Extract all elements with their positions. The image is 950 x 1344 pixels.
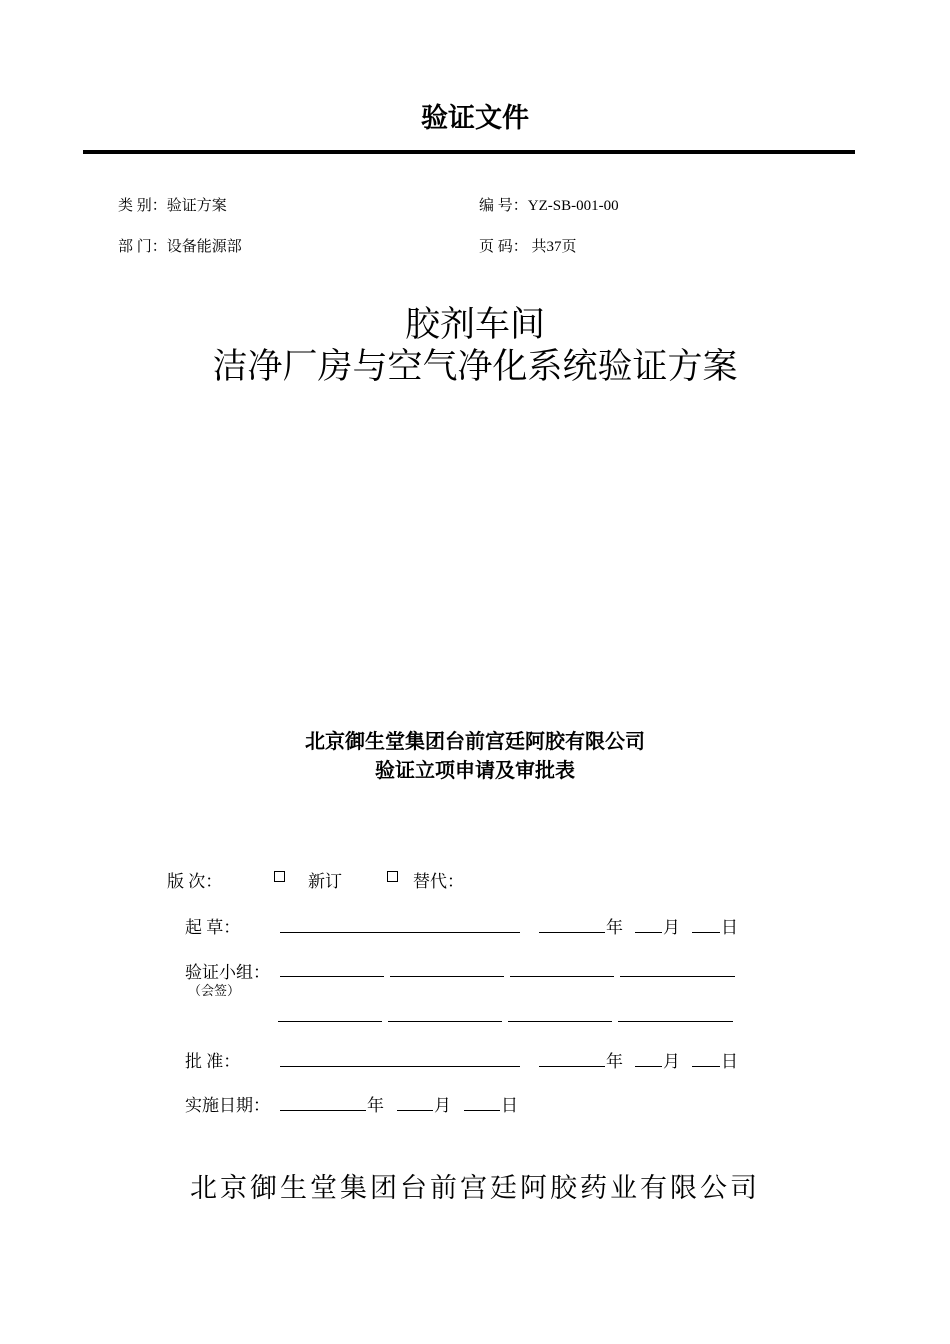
checkbox-replace[interactable] xyxy=(387,871,398,882)
approve-signature-line[interactable] xyxy=(280,1066,520,1067)
approve-month-label: 月 xyxy=(663,1052,680,1071)
approve-label: 批 准： xyxy=(185,1052,241,1071)
draft-year-line[interactable] xyxy=(539,932,605,933)
draft-day-line[interactable] xyxy=(692,932,720,933)
draft-year-label: 年 xyxy=(606,918,623,937)
impl-month-label: 月 xyxy=(434,1096,451,1115)
impl-year-line[interactable] xyxy=(280,1110,366,1111)
option-replace-label: 替代： xyxy=(413,872,464,891)
department-label: 部 门： xyxy=(118,239,167,255)
pages-label: 页 码： xyxy=(479,239,528,255)
version-label: 版 次： xyxy=(167,872,223,891)
team-signature-line-7[interactable] xyxy=(508,1021,612,1022)
impl-day-line[interactable] xyxy=(464,1110,500,1111)
protocol-title-line2: 洁净厂房与空气净化系统验证方案 xyxy=(212,347,738,387)
meta-category xyxy=(118,194,227,215)
category-value: 验证方案 xyxy=(166,198,227,214)
draft-day-label: 日 xyxy=(721,918,738,937)
impl-year-label: 年 xyxy=(367,1096,384,1115)
number-value: YZ-SB-001-00 xyxy=(527,198,619,214)
document-header-title: 验证文件 xyxy=(421,103,529,134)
team-signature-line-3[interactable] xyxy=(510,976,614,977)
team-signature-line-8[interactable] xyxy=(618,1021,733,1022)
team-signature-line-5[interactable] xyxy=(278,1021,382,1022)
meta-department xyxy=(118,235,242,256)
protocol-title-line1: 胶剂车间 xyxy=(404,305,545,345)
approve-day-line[interactable] xyxy=(692,1066,720,1067)
team-signature-line-2[interactable] xyxy=(390,976,504,977)
approval-company-name: 北京御生堂集团台前宫廷阿胶有限公司 xyxy=(305,729,645,753)
team-signature-line-4[interactable] xyxy=(620,976,735,977)
footer-company-name: 北京御生堂集团台前宫廷阿胶药业有限公司 xyxy=(190,1173,760,1204)
number-label: 编 号： xyxy=(479,198,528,214)
approve-day-label: 日 xyxy=(721,1052,738,1071)
header-rule xyxy=(83,150,855,154)
department-value: 设备能源部 xyxy=(166,239,242,255)
approve-year-label: 年 xyxy=(606,1052,623,1071)
team-signature-line-1[interactable] xyxy=(280,976,384,977)
meta-number xyxy=(479,194,619,215)
team-label: 验证小组： xyxy=(185,963,270,982)
pages-value: 共37页 xyxy=(531,239,577,255)
impl-month-line[interactable] xyxy=(397,1110,433,1111)
approval-form-name: 验证立项申请及审批表 xyxy=(375,758,575,782)
draft-month-line[interactable] xyxy=(635,932,662,933)
meta-pages xyxy=(479,235,577,256)
team-signature-line-6[interactable] xyxy=(388,1021,502,1022)
draft-label: 起 草： xyxy=(185,918,241,937)
draft-signature-line[interactable] xyxy=(280,932,520,933)
draft-month-label: 月 xyxy=(663,918,680,937)
approve-month-line[interactable] xyxy=(635,1066,662,1067)
approval-form-heading xyxy=(0,727,950,785)
category-label: 类 别： xyxy=(118,198,167,214)
approve-year-line[interactable] xyxy=(539,1066,605,1067)
option-new-label: 新订 xyxy=(308,872,342,891)
impl-day-label: 日 xyxy=(501,1096,518,1115)
protocol-title xyxy=(0,304,950,388)
team-note: （会签） xyxy=(188,983,241,998)
checkbox-new[interactable] xyxy=(274,871,285,882)
impl-date-label: 实施日期： xyxy=(185,1096,270,1115)
